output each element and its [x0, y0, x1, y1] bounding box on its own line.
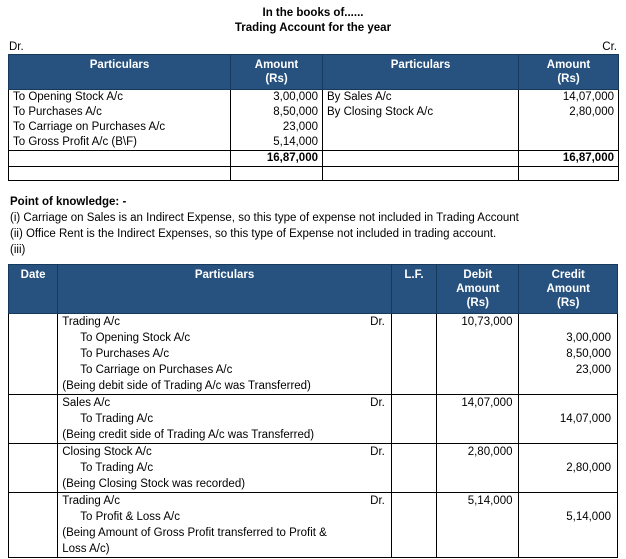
col-header-credit-amount — [519, 265, 618, 314]
cell-particulars-credit: By Sales A/c — [323, 90, 519, 106]
cell-debit-amount — [437, 314, 519, 395]
credit-value — [519, 541, 617, 557]
journal-line: (Being debit side of Trading A/c was Transferred) — [62, 380, 311, 392]
cell-lf — [391, 395, 436, 444]
cell-amount-debit: 8,50,000 — [231, 105, 323, 120]
cell-particulars-credit — [323, 120, 519, 135]
col-header-particulars-debit: Particulars — [9, 55, 231, 90]
cell-amount-debit: 5,14,000 — [231, 135, 323, 151]
credit-value — [519, 444, 617, 460]
debit-value: 10,73,000 — [461, 316, 513, 328]
col-header-lf: L.F. — [391, 265, 436, 314]
table-row — [9, 105, 619, 120]
credit-value: 8,50,000 — [566, 348, 611, 360]
cell-date — [9, 493, 58, 558]
cell-debit-amount — [437, 493, 519, 558]
page-title: In the books of...... — [262, 7, 364, 19]
cell-credit-amount — [519, 444, 618, 493]
debit-credit-labels — [8, 41, 618, 53]
journal-line: (Being Closing Stock was recorded) — [62, 478, 246, 490]
cell-date — [9, 395, 58, 444]
point-of-knowledge-title: Point of knowledge: - — [10, 196, 127, 208]
dr-marker: Dr. — [370, 397, 385, 409]
col-header-amount-credit-line1: Amount — [546, 59, 591, 71]
cell-credit-amount — [519, 314, 618, 395]
cell-debit-amount — [437, 395, 519, 444]
col-header-credit-line1: Credit — [551, 269, 585, 281]
dr-label: Dr. — [9, 41, 24, 53]
col-header-amount-debit-line1: Amount — [254, 59, 299, 71]
cell-date — [9, 314, 58, 395]
cell-debit-amount — [437, 444, 519, 493]
journal-line: Trading A/c Dr. — [62, 495, 385, 507]
journal-entry-row — [9, 493, 618, 558]
journal-entry-row — [9, 314, 618, 395]
journal-line: (Being Amount of Gross Profit transferred to Profit & — [62, 527, 327, 539]
cell-particulars-debit: To Purchases A/c — [9, 105, 231, 120]
table-row — [9, 90, 619, 106]
journal-body — [9, 314, 618, 558]
cell-particulars-debit: To Carriage on Purchases A/c — [9, 120, 231, 135]
journal-line: Trading A/c Dr. — [62, 316, 385, 328]
dr-marker: Dr. — [370, 495, 385, 507]
col-header-date: Date — [9, 265, 58, 314]
cell-blank — [9, 167, 231, 181]
journal-line: To Purchases A/c — [80, 348, 170, 360]
table-header-row — [9, 55, 619, 90]
cell-particulars — [58, 444, 392, 493]
cell-blank — [323, 167, 519, 181]
journal-header — [9, 265, 618, 314]
journal-line: To Opening Stock A/c — [80, 332, 191, 344]
credit-value — [519, 314, 617, 330]
debit-value: 5,14,000 — [467, 495, 513, 507]
debit-value: 2,80,000 — [467, 446, 513, 458]
cell-particulars — [58, 395, 392, 444]
point-of-knowledge-item: (i) Carriage on Sales is an Indirect Expense, so this type of expense not included in Trading Account — [10, 212, 519, 224]
credit-value — [519, 525, 617, 541]
cell-particulars-credit — [323, 135, 519, 151]
dr-marker: Dr. — [370, 446, 385, 458]
credit-value — [519, 427, 617, 443]
col-header-debit-line1: Debit — [463, 269, 493, 281]
cell-particulars-credit: By Closing Stock A/c — [323, 105, 519, 120]
cell-blank — [231, 167, 323, 181]
cell-amount-debit: 3,00,000 — [231, 90, 323, 106]
debit-value — [437, 346, 518, 362]
page-subtitle: Trading Account for the year — [234, 22, 392, 34]
cell-lf — [391, 314, 436, 395]
journal-entry-row — [9, 395, 618, 444]
point-of-knowledge-item: (ii) Office Rent is the Indirect Expenses, so this type of Expense not included in trading account. — [10, 228, 497, 240]
col-header-amount-debit-line2: (Rs) — [265, 73, 288, 85]
journal-line: Sales A/c Dr. — [62, 397, 385, 409]
col-header-debit-line2: Amount — [456, 283, 500, 295]
table-row — [9, 120, 619, 135]
cell-total-label-debit — [9, 151, 231, 167]
cell-lf — [391, 444, 436, 493]
cr-label: Cr. — [602, 41, 617, 53]
journal-line: To Carriage on Purchases A/c — [80, 364, 233, 376]
col-header-amount-credit — [519, 55, 619, 90]
trading-account-table — [8, 54, 619, 181]
cell-lf — [391, 493, 436, 558]
table-total-row — [9, 151, 619, 167]
journal-line: (Being credit side of Trading A/c was Transferred) — [62, 429, 315, 441]
trading-account-header — [9, 55, 619, 90]
journal-entry-row — [9, 444, 618, 493]
cell-amount-credit: 2,80,000 — [519, 105, 619, 120]
cell-particulars-debit: To Gross Profit A/c (B\F) — [9, 135, 231, 151]
credit-value: 23,000 — [575, 364, 611, 376]
cell-date — [9, 444, 58, 493]
point-of-knowledge-item: (iii) — [10, 244, 26, 256]
journal-entries-table — [8, 264, 618, 558]
cell-credit-amount — [519, 395, 618, 444]
col-header-particulars-credit: Particulars — [323, 55, 519, 90]
col-header-amount-credit-line2: (Rs) — [557, 73, 580, 85]
credit-value: 14,07,000 — [559, 413, 611, 425]
credit-value — [519, 395, 617, 411]
journal-line: To Trading A/c — [80, 413, 154, 425]
trading-account-body — [9, 90, 619, 181]
point-of-knowledge-block — [8, 194, 618, 258]
dr-marker: Dr. — [370, 316, 385, 328]
cell-particulars — [58, 314, 392, 395]
cell-credit-amount — [519, 493, 618, 558]
col-header-debit-line3: (Rs) — [466, 297, 489, 309]
col-header-particulars: Particulars — [58, 265, 392, 314]
journal-line: Closing Stock A/c Dr. — [62, 446, 385, 458]
table-row — [9, 135, 619, 151]
cell-amount-debit: 23,000 — [231, 120, 323, 135]
debit-value — [437, 525, 518, 541]
debit-value — [437, 378, 518, 394]
cell-particulars — [58, 493, 392, 558]
debit-value: 14,07,000 — [461, 397, 513, 409]
cell-blank — [519, 167, 619, 181]
col-header-amount-debit — [231, 55, 323, 90]
col-header-debit-amount — [437, 265, 519, 314]
cell-total-credit: 16,87,000 — [519, 151, 619, 167]
table-header-row — [9, 265, 618, 314]
credit-value — [519, 476, 617, 492]
cell-amount-credit — [519, 120, 619, 135]
credit-value: 3,00,000 — [566, 332, 611, 344]
cell-total-label-credit — [323, 151, 519, 167]
credit-value: 2,80,000 — [566, 462, 611, 474]
journal-line: Loss A/c) — [62, 543, 110, 555]
cell-total-debit: 16,87,000 — [231, 151, 323, 167]
credit-value: 5,14,000 — [566, 511, 611, 523]
debit-value — [437, 330, 518, 346]
debit-value — [437, 541, 518, 557]
credit-value — [519, 378, 617, 394]
document-page — [0, 6, 626, 559]
col-header-credit-line2: Amount — [546, 283, 590, 295]
table-closing-rule-row — [9, 167, 619, 181]
debit-value — [437, 427, 518, 443]
cell-particulars-debit: To Opening Stock A/c — [9, 90, 231, 106]
journal-line: To Profit & Loss A/c — [80, 511, 180, 523]
journal-line: To Trading A/c — [80, 462, 154, 474]
col-header-credit-line3: (Rs) — [557, 297, 580, 309]
credit-value — [519, 493, 617, 509]
debit-value — [437, 411, 518, 427]
debit-value — [437, 460, 518, 476]
debit-value — [437, 509, 518, 525]
cell-amount-credit: 14,07,000 — [519, 90, 619, 106]
cell-amount-credit — [519, 135, 619, 151]
debit-value — [437, 362, 518, 378]
debit-value — [437, 476, 518, 492]
